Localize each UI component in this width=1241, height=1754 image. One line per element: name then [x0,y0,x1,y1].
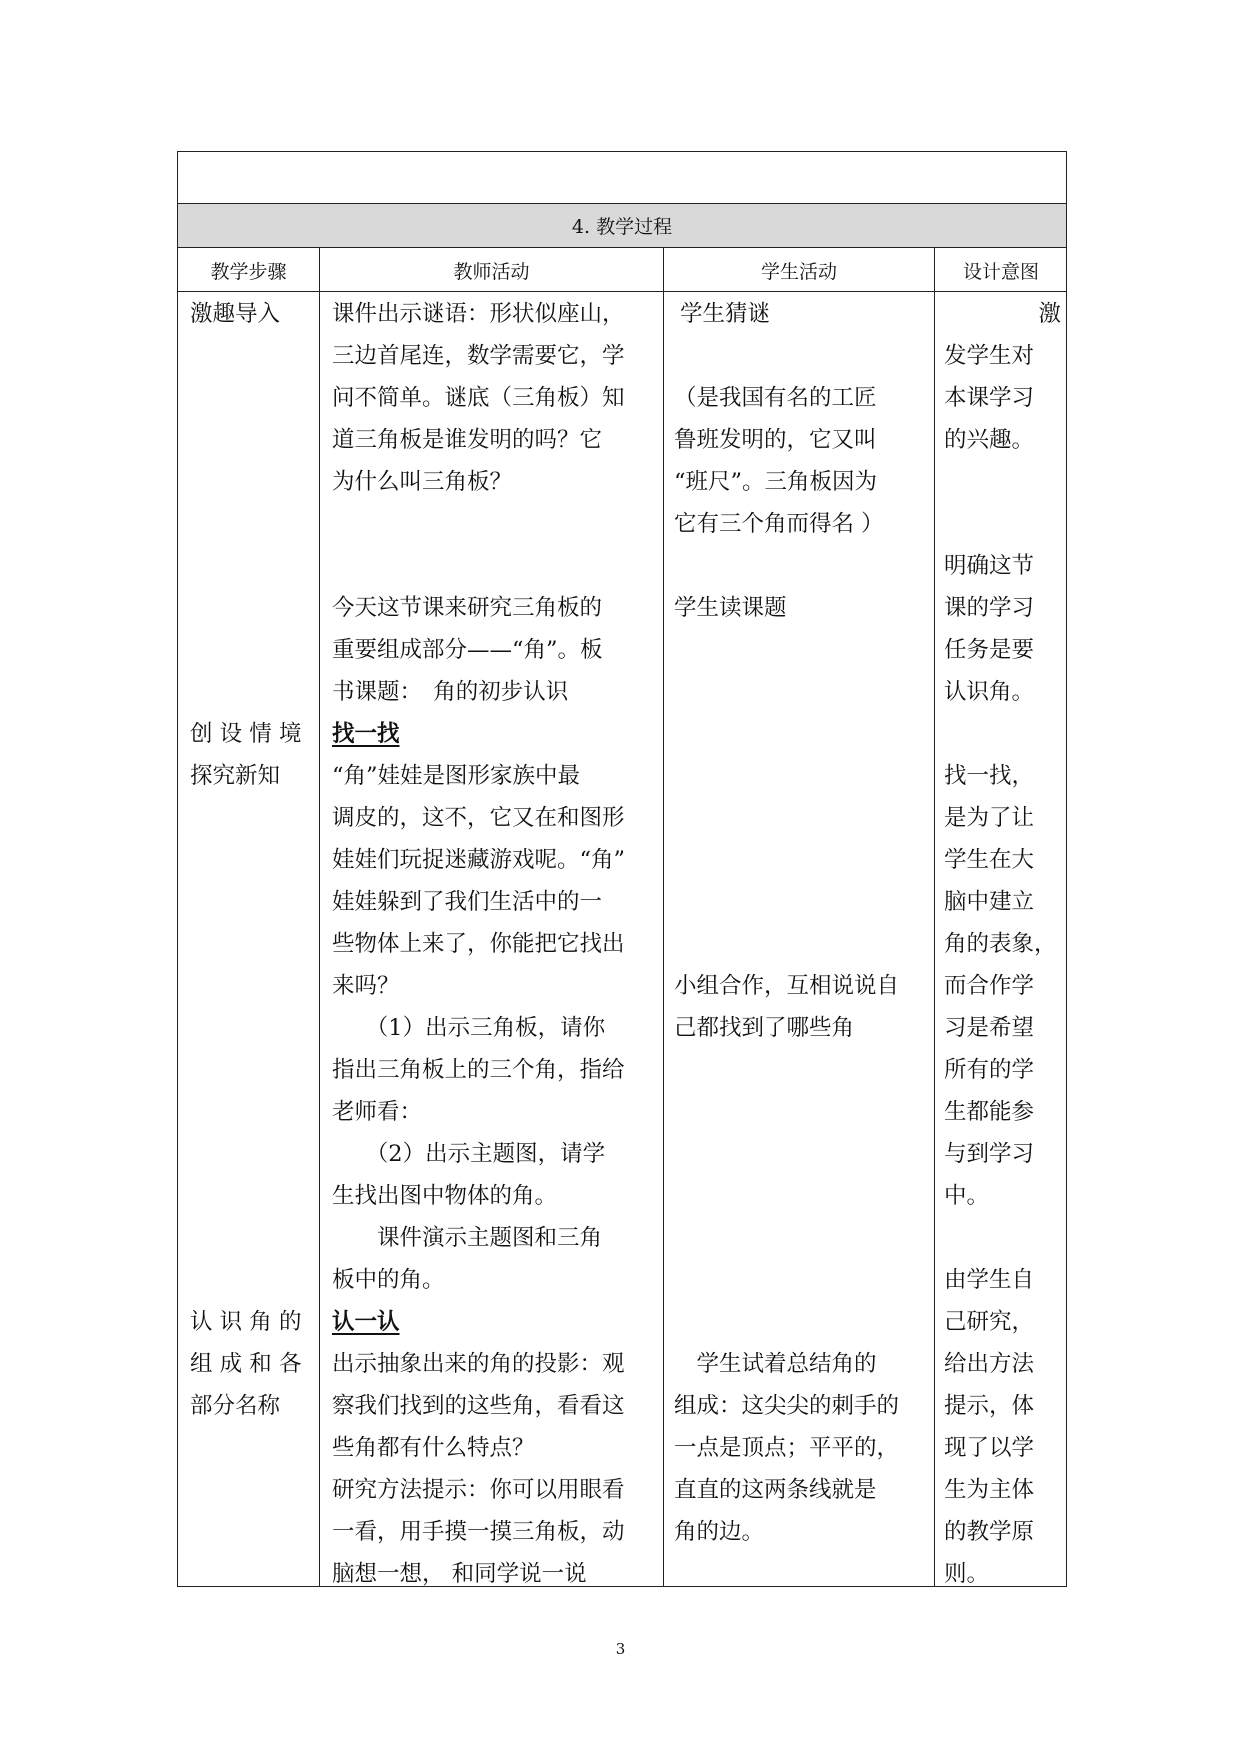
column-divider [934,247,935,1586]
student-text: 鲁班发明的，它又叫 [674,427,877,453]
student-block-answer [674,377,930,545]
teacher-text: 生找出图中物体的角。 [332,1183,558,1209]
step-text: 激趣导入 [190,301,281,327]
teacher-block-find [332,713,657,1301]
intent-text: 角的表象， [944,931,1057,957]
lesson-process-table [177,151,1067,1587]
step-text: 部分名称 [190,1393,281,1419]
teacher-text: 来吗？ [332,973,400,999]
teacher-text: 指出三角板上的三个角，指给 [332,1057,625,1083]
teacher-text: 调皮的，这不，它又在和图形 [332,805,625,831]
intent-text: 明确这节 [944,553,1035,579]
step-components [190,1301,308,1427]
teacher-text: 出示抽象出来的角的投影：观 [332,1351,625,1377]
student-block-guess [680,293,930,335]
intent-block-interest [944,293,1061,461]
intent-text: 而合作学 [944,973,1035,999]
teacher-text: 娃娃躲到了我们生活中的一 [332,889,603,915]
teacher-text: 课件演示主题图和三角 [332,1225,603,1251]
column-header-student: 学生活动 [760,260,837,283]
find-heading: 找一找 [332,721,400,747]
teacher-text: 些物体上来了，你能把它找出 [332,931,625,957]
teacher-block-riddle [332,293,657,503]
teacher-text: 为什么叫三角板？ [332,469,513,495]
intent-text: 习是希望 [944,1015,1035,1041]
intent-text: 的兴趣。 [944,427,1035,453]
intent-block-task [944,545,1061,713]
teacher-text: 今天这节课来研究三角板的 [332,595,603,621]
teacher-block-learn [332,1301,657,1595]
intent-text: 中。 [944,1183,990,1209]
teacher-text: 道三角板是谁发明的吗？它 [332,427,603,453]
divider [178,291,1066,292]
column-header-teacher: 教师活动 [453,260,530,283]
intent-text: 己研究， [944,1309,1035,1335]
step-explore [190,713,308,797]
student-text: 学生猜谜 [680,301,771,327]
step-text: 认 识 角 的 [190,1309,302,1335]
teacher-text: 问不简单。谜底（三角板）知 [332,385,625,411]
intent-text: 是为了让 [944,805,1035,831]
intent-text: 生都能参 [944,1099,1035,1125]
section-title: 4. 教学过程 [178,204,1066,247]
teacher-text: 老师看： [332,1099,423,1125]
column-header-steps: 教学步骤 [210,260,287,283]
student-text: 小组合作，互相说说自 [674,973,900,999]
intent-text: 认识角。 [944,679,1035,705]
intent-text: 与到学习 [944,1141,1035,1167]
teacher-text: 重要组成部分——“角”。板 [332,637,603,663]
teacher-text: 娃娃们玩捉迷藏游戏呢。“角” [332,847,626,873]
student-text: （是我国有名的工匠 [674,385,877,411]
intent-text: 则。 [944,1561,990,1587]
intent-text: 学生在大 [944,847,1035,873]
teacher-text: 书课题： 角的初步认识 [332,679,569,705]
intent-text: 提示，体 [944,1393,1035,1419]
student-block-summary [674,1343,930,1553]
step-intro [190,293,308,335]
intent-text: 任务是要 [944,637,1035,663]
teacher-text: 察我们找到的这些角，看看这 [332,1393,625,1419]
teacher-text: “角”娃娃是图形家族中最 [332,763,581,789]
student-text: 学生试着总结角的 [674,1351,877,1377]
intent-text: 由学生自 [944,1267,1035,1293]
teacher-text: （1）出示三角板，请你 [332,1015,606,1041]
student-text: 它有三个角而得名 ） [674,511,884,537]
intent-text: 给出方法 [944,1351,1035,1377]
intent-text: 所有的学 [944,1057,1035,1083]
student-text: 组成：这尖尖的刺手的 [674,1393,900,1419]
teacher-text: 些角都有什么特点？ [332,1435,535,1461]
intent-text: 现了以学 [944,1435,1035,1461]
teacher-text: 研究方法提示：你可以用眼看 [332,1477,625,1503]
student-text: 一点是顶点；平平的， [674,1435,900,1461]
intent-text: 本课学习 [944,385,1035,411]
intent-text: 发学生对 [944,343,1035,369]
teacher-text: 一看，用手摸一摸三角板，动 [332,1519,625,1545]
teacher-block-topic [332,587,657,713]
student-text: 角的边。 [674,1519,765,1545]
student-text: “班尺”。三角板因为 [674,469,878,495]
learn-heading: 认一认 [332,1309,400,1335]
intent-block-research [944,1259,1061,1595]
column-header-intent: 设计意图 [962,260,1039,283]
intent-text: 激 [1038,301,1061,327]
divider [178,247,1066,248]
student-block-read [674,587,930,629]
intent-text: 脑中建立 [944,889,1035,915]
page-number: 3 [615,1640,626,1658]
student-text: 直直的这两条线就是 [674,1477,877,1503]
teacher-text: 课件出示谜语：形状似座山， [332,301,625,327]
column-divider [319,247,320,1586]
intent-text: 课的学习 [944,595,1035,621]
step-text: 探究新知 [190,763,281,789]
intent-text: 生为主体 [944,1477,1035,1503]
teacher-text: 三边首尾连，数学需要它，学 [332,343,625,369]
intent-text: 找一找， [944,763,1035,789]
intent-block-find [944,755,1061,1217]
student-text: 己都找到了哪些角 [674,1015,855,1041]
intent-text: 的教学原 [944,1519,1035,1545]
student-block-group [674,965,930,1049]
student-text: 学生读课题 [674,595,787,621]
teacher-text: 脑想一想， 和同学说一说 [332,1561,587,1587]
teacher-text: （2）出示主题图，请学 [332,1141,606,1167]
step-text: 组 成 和 各 [190,1351,302,1377]
column-divider [663,247,664,1586]
teacher-text: 板中的角。 [332,1267,445,1293]
step-text: 创 设 情 境 [190,721,302,747]
